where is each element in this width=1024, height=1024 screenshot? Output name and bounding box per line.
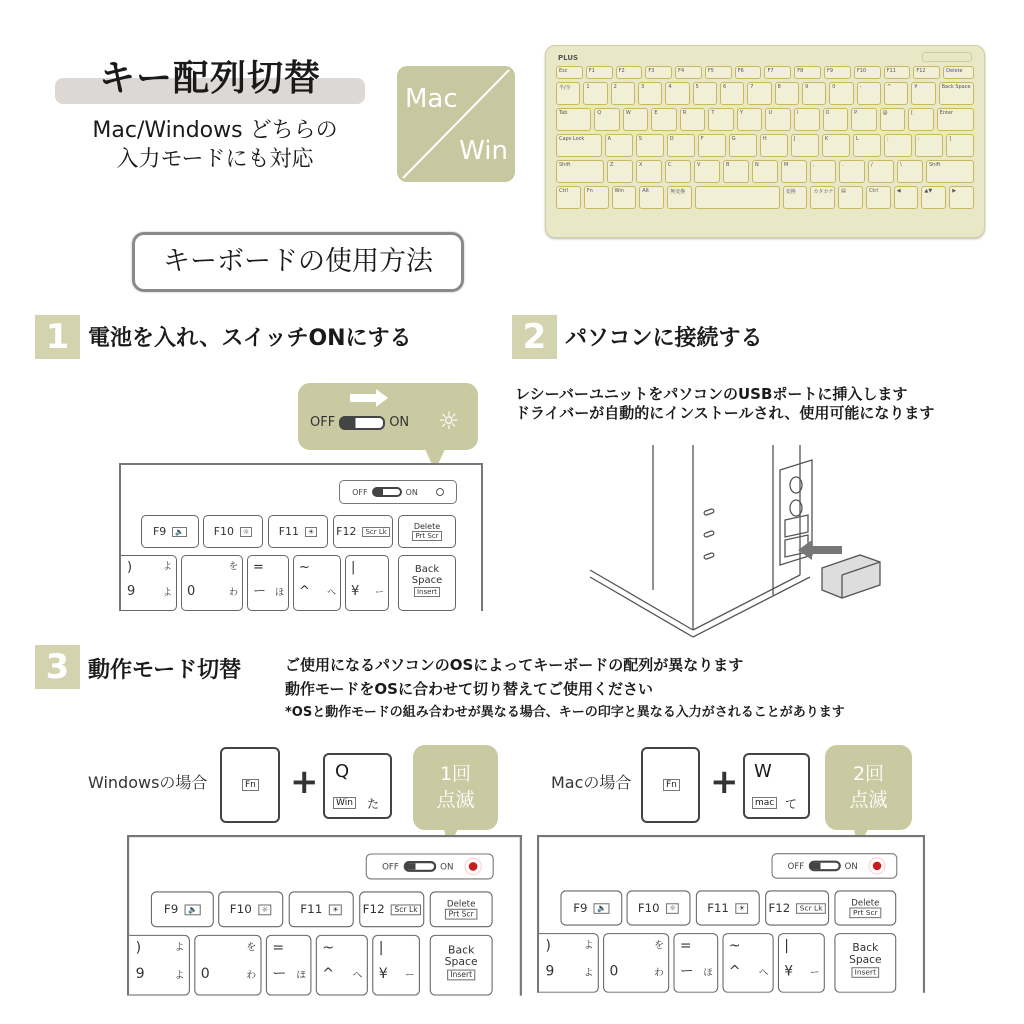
function-key	[398, 515, 456, 548]
badge-mac: Mac	[405, 84, 458, 114]
keyboard-key: C	[665, 160, 691, 183]
plus-icon: +	[710, 762, 739, 802]
key-sublabel: ☼	[258, 904, 271, 915]
key-sublabel: Prt Scr	[850, 907, 881, 918]
key-label: F9	[163, 902, 179, 917]
key-sublabel: Insert	[851, 967, 879, 978]
number-key	[398, 555, 456, 611]
keyboard-key: J	[791, 134, 819, 157]
key-legend: =	[679, 938, 692, 955]
plus-icon: +	[290, 762, 319, 802]
keyboard-key: E	[651, 108, 677, 131]
key-legend: 9	[127, 584, 136, 599]
fn-key-label: Fn	[663, 779, 680, 791]
number-key	[345, 555, 389, 611]
function-key	[203, 515, 263, 548]
key-legend: ~	[322, 940, 335, 957]
function-key	[359, 891, 424, 927]
keyboard-key: Tab	[556, 108, 591, 131]
keyboard-key: F11	[884, 66, 911, 79]
keyboard-key: T	[708, 108, 734, 131]
keyboard-key: 0	[829, 82, 853, 105]
keyboard-key: Shift	[556, 160, 604, 183]
key-legend: ^	[322, 966, 335, 983]
backspace-label	[431, 945, 492, 982]
brand-logo: PLUS	[558, 54, 579, 62]
key-sublabel: ☀	[329, 904, 342, 915]
function-key	[151, 891, 214, 927]
key-legend: を	[228, 562, 238, 572]
key-legend: 9	[545, 963, 555, 980]
key-legend: よ	[174, 970, 185, 982]
key-label: F12	[768, 901, 791, 915]
key-sublabel: Insert	[447, 970, 475, 981]
keyboard-key: Alt	[639, 186, 664, 209]
keyboard-key: Back Space	[939, 82, 974, 105]
keyboard-key: ▲▼	[921, 186, 946, 209]
switch-on-label: ON	[440, 861, 454, 872]
badge-win: Win	[459, 136, 508, 166]
keyboard-key: 4	[665, 82, 689, 105]
key-legend: |	[378, 940, 384, 957]
key-sublabel: Prt Scr	[412, 531, 441, 541]
key-label: F10	[637, 901, 660, 915]
fn-key	[641, 747, 700, 823]
key-legend: |	[784, 938, 789, 955]
key-main-label: Q	[335, 761, 350, 782]
keyboard-key: I	[794, 108, 820, 131]
switch-on-label: ON	[844, 861, 858, 871]
key-legend: ¥	[351, 584, 360, 599]
key-legend: )	[545, 938, 551, 955]
keyboard-key: F7	[764, 66, 791, 79]
page-title: キー配列切替	[98, 58, 321, 99]
function-key	[765, 890, 829, 925]
keyboard-key: 8	[775, 82, 799, 105]
keyboard-key: -	[857, 82, 881, 105]
keyboard-key: カタカナ	[810, 186, 835, 209]
keyboard-key: F6	[735, 66, 762, 79]
keyboard-key: Ctrl	[556, 186, 581, 209]
blink-count: 1回	[439, 763, 472, 785]
fn-key-label: Fn	[242, 779, 259, 791]
keyboard-key: L	[853, 134, 881, 157]
number-key	[181, 555, 243, 611]
keyboard-key: 5	[693, 82, 717, 105]
keyboard-key: F9	[824, 66, 851, 79]
key-legend: 0	[609, 963, 619, 980]
power-switch-panel	[366, 853, 494, 879]
keyboard-key: \	[897, 160, 923, 183]
keyboard-key: G	[729, 134, 757, 157]
keyboard-key: N	[752, 160, 778, 183]
key-label: Delete	[851, 897, 880, 908]
key-kana-label: て	[785, 797, 798, 811]
key-os-label: mac	[752, 797, 777, 809]
keyboard-key: V	[694, 160, 720, 183]
led-light-icon: ☼	[438, 407, 460, 435]
key-legend: を	[246, 942, 257, 954]
key-legend: |	[351, 560, 356, 575]
switch-callout	[298, 383, 478, 450]
step-2-desc-line2: ドライバーが自動的にインストールされ、使用可能になります	[515, 404, 935, 422]
key-legend: ー	[404, 970, 415, 982]
keyboard-key: U	[765, 108, 791, 131]
subtitle-line1: Mac/Windows どちらの	[92, 118, 338, 143]
power-switch	[922, 52, 972, 62]
keyboard-row	[556, 82, 974, 105]
keyboard-key: ▶	[949, 186, 974, 209]
keyboard-key: ¥	[911, 82, 935, 105]
key-label: Back	[852, 942, 879, 955]
function-key	[218, 891, 283, 927]
step-3-number: 3	[35, 645, 80, 689]
key-legend: ー	[272, 966, 287, 983]
keyboard-key	[695, 186, 780, 209]
number-key	[127, 935, 190, 996]
keyboard-key: Fn	[584, 186, 609, 209]
key-legend: よ	[583, 968, 594, 979]
keyboard-key: B	[723, 160, 749, 183]
arrow-right-icon	[350, 389, 390, 407]
key-label: F9	[573, 901, 588, 915]
key-sublabel: Prt Scr	[445, 909, 477, 920]
step-1-number: 1	[35, 315, 80, 359]
keyboard-key: 9	[802, 82, 826, 105]
keyboard-key: Win	[612, 186, 637, 209]
key-label: F10	[213, 525, 235, 538]
mac-mode-label: Macの場合	[551, 773, 632, 792]
keyboard-key: .	[839, 160, 865, 183]
key-legend: わ	[246, 970, 257, 982]
keyboard-key: P	[851, 108, 877, 131]
power-switch-panel	[339, 480, 457, 504]
number-key	[778, 933, 825, 993]
key-label: F10	[229, 902, 252, 917]
key-legend: ¥	[784, 963, 794, 980]
keyboard-key: F1	[586, 66, 613, 79]
key-label: F11	[300, 902, 323, 917]
keyboard-key: ,	[810, 160, 836, 183]
keyboard-key: @	[880, 108, 906, 131]
key-label: F9	[152, 525, 167, 538]
key-legend: )	[127, 560, 133, 575]
switch-off-label: OFF	[352, 487, 368, 497]
number-key	[430, 935, 493, 996]
function-key	[430, 891, 493, 927]
key-sublabel: ☀	[305, 527, 317, 537]
key-main-label: W	[754, 761, 772, 782]
keyboard-key: F	[698, 134, 726, 157]
key-legend: よ	[162, 588, 172, 598]
key-label: Back	[414, 564, 440, 575]
keyboard-key: Esc	[556, 66, 583, 79]
number-key	[603, 933, 669, 993]
key-label: F11	[278, 525, 300, 538]
subtitle	[40, 116, 390, 174]
keyboard-key: F3	[645, 66, 672, 79]
keyboard-key: Caps Lock	[556, 134, 602, 157]
key-legend: へ	[326, 588, 336, 598]
number-key	[537, 933, 599, 993]
key-label: F12	[336, 525, 357, 538]
key-legend: よ	[583, 940, 594, 952]
key-label: Delete	[446, 899, 476, 909]
blink-label: 点滅	[436, 789, 475, 811]
keyboard-key: ▤	[838, 186, 863, 209]
key-sublabel: Scr Lk	[797, 903, 826, 914]
keyboard-key: F12	[913, 66, 940, 79]
key-legend: ー	[374, 588, 384, 598]
function-key	[834, 890, 896, 925]
step-3-note: *OSと動作モードの組み合わせが異なる場合、キーの印字と異なる入力がされることがあります	[285, 705, 845, 720]
function-key	[627, 890, 691, 925]
key-legend: 9	[135, 966, 145, 983]
number-key	[194, 935, 261, 996]
power-toggle	[372, 487, 402, 497]
keyboard-key: 3	[638, 82, 662, 105]
key-legend: ~	[728, 938, 741, 955]
key-sublabel: 🔈	[172, 527, 187, 537]
keyboard-key: F8	[794, 66, 821, 79]
key-label: Back	[448, 944, 475, 957]
switch-on-label: ON	[389, 415, 410, 430]
key-label: Space	[411, 575, 443, 586]
function-key	[560, 890, 622, 925]
keyboard-key: Ctrl	[866, 186, 891, 209]
keyboard-key: 半/全	[556, 82, 580, 105]
led-indicator	[436, 488, 444, 496]
number-key	[372, 935, 420, 996]
keyboard-row	[556, 66, 974, 79]
keyboard-key: F5	[705, 66, 732, 79]
subtitle-line2: 入力モードにも対応	[116, 147, 314, 172]
function-key	[696, 890, 760, 925]
keyboard-row	[556, 108, 974, 131]
step-2-number: 2	[512, 315, 557, 359]
key-sublabel: Scr Lk	[362, 527, 389, 537]
keyboard-key: D	[667, 134, 695, 157]
step-1-title: 電池を入れ、スイッチONにする	[88, 326, 412, 351]
keyboard-key: ^	[884, 82, 908, 105]
key-legend: わ	[654, 968, 664, 979]
function-key	[268, 515, 328, 548]
keyboard-key: 2	[611, 82, 635, 105]
step-2-desc-line1: レシーバーユニットをパソコンのUSBポートに挿入します	[515, 385, 908, 403]
keyboard-key: [	[908, 108, 934, 131]
key-legend: 0	[200, 966, 210, 983]
keyboard-key: /	[868, 160, 894, 183]
step-3-title: 動作モード切替	[88, 658, 242, 683]
led-indicator	[469, 862, 478, 871]
key-sublabel: ☼	[240, 527, 252, 537]
key-kana-label: た	[367, 797, 380, 811]
q-key	[323, 753, 392, 819]
power-toggle	[403, 861, 436, 872]
key-sublabel: Scr Lk	[391, 904, 421, 915]
keyboard-key: Shift	[926, 160, 974, 183]
keyboard-key: 7	[747, 82, 771, 105]
key-sublabel: Insert	[414, 587, 440, 597]
keyboard-key: Z	[607, 160, 633, 183]
fn-key	[220, 747, 280, 823]
power-toggle	[339, 416, 385, 430]
pc-usb-illustration	[580, 440, 900, 640]
step-3-desc-line1: ご使用になるパソコンのOSによってキーボードの配列が異なります	[285, 656, 744, 674]
power-switch-panel	[772, 853, 898, 879]
keyboard-key: R	[680, 108, 706, 131]
key-legend: =	[272, 940, 285, 957]
blink-once-callout	[413, 745, 498, 830]
keyboard-key: Delete	[943, 66, 974, 79]
keyboard-row	[556, 160, 974, 183]
keyboard-key: Y	[737, 108, 763, 131]
keyboard-key: 1	[583, 82, 607, 105]
windows-mode-label: Windowsの場合	[88, 773, 208, 792]
step-3-description	[285, 653, 845, 725]
key-legend: ほ	[274, 588, 284, 598]
keyboard-photo	[545, 45, 985, 238]
switch-off-label: OFF	[382, 861, 399, 872]
key-legend: )	[135, 940, 142, 957]
key-legend: へ	[352, 970, 363, 982]
key-legend: わ	[228, 588, 238, 598]
keyboard-key: X	[636, 160, 662, 183]
key-sublabel: ☼	[666, 903, 679, 914]
function-key	[289, 891, 354, 927]
key-legend: よ	[162, 562, 172, 572]
key-legend: ー	[679, 963, 694, 980]
backspace-label	[399, 564, 455, 598]
key-legend: ー	[253, 584, 267, 599]
keyboard-key: ]	[946, 134, 974, 157]
step-2-title: パソコンに接続する	[565, 326, 763, 351]
key-legend: ¥	[378, 966, 388, 983]
key-legend: よ	[174, 942, 185, 954]
key-label: Space	[444, 956, 478, 969]
number-key	[316, 935, 368, 996]
keyboard-key: Enter	[937, 108, 974, 131]
key-sublabel: 🔈	[594, 903, 610, 914]
key-os-label: Win	[333, 797, 356, 809]
keyboard-row	[556, 186, 974, 209]
keyboard-key: M	[781, 160, 807, 183]
keyboard-key: F10	[854, 66, 881, 79]
function-key	[333, 515, 393, 548]
w-key	[743, 753, 810, 819]
key-legend: =	[253, 560, 264, 575]
keyboard-key: Q	[594, 108, 620, 131]
switch-on-label: ON	[405, 487, 418, 497]
keyboard-key: S	[636, 134, 664, 157]
keyboard-key: K	[822, 134, 850, 157]
key-label: Space	[849, 954, 882, 967]
keyboard-key: F2	[616, 66, 643, 79]
keyboard-row	[556, 134, 974, 157]
keyboard-key: 変換	[783, 186, 808, 209]
step-3-desc-line2: 動作モードをOSに合わせて切り替えてご使用ください	[285, 680, 653, 698]
keyboard-key: H	[760, 134, 788, 157]
number-key	[247, 555, 289, 611]
number-key	[266, 935, 312, 996]
key-label: F12	[362, 902, 385, 917]
key-legend: へ	[758, 968, 769, 979]
mac-win-badge	[397, 66, 515, 182]
key-legend: 0	[187, 584, 196, 599]
keyboard-key: :	[915, 134, 943, 157]
number-key	[722, 933, 773, 993]
key-legend: ほ	[703, 968, 713, 979]
keyboard-key: F4	[675, 66, 702, 79]
key-legend: ほ	[296, 970, 307, 982]
keyboard-key: O	[823, 108, 849, 131]
section-heading: キーボードの使用方法	[132, 232, 464, 292]
key-legend: を	[654, 940, 664, 952]
number-key	[293, 555, 341, 611]
key-legend: ~	[299, 560, 310, 575]
key-label: F11	[707, 901, 729, 915]
step-2-description	[515, 385, 934, 423]
key-legend: ^	[299, 584, 310, 599]
key-sublabel: ☀	[735, 903, 748, 914]
key-label: Delete	[413, 522, 441, 531]
key-legend: ^	[728, 963, 741, 980]
blink-label: 点滅	[849, 789, 888, 811]
number-key	[119, 555, 177, 611]
power-toggle	[808, 861, 840, 872]
blink-count: 2回	[852, 763, 885, 785]
keyboard-key: ◀	[894, 186, 919, 209]
keyboard-key: ;	[884, 134, 912, 157]
led-indicator	[873, 862, 882, 871]
switch-off-label: OFF	[787, 861, 805, 871]
keyboard-key: W	[623, 108, 649, 131]
number-key	[673, 933, 718, 993]
key-sublabel: 🔈	[185, 904, 201, 915]
switch-off-label: OFF	[310, 415, 336, 430]
number-key	[834, 933, 896, 993]
key-legend: ー	[809, 968, 820, 979]
blink-twice-callout	[825, 745, 912, 830]
function-key	[141, 515, 199, 548]
keyboard-key: A	[605, 134, 633, 157]
keyboard-key: 6	[720, 82, 744, 105]
keyboard-key: 無変換	[667, 186, 692, 209]
backspace-label	[835, 943, 895, 979]
